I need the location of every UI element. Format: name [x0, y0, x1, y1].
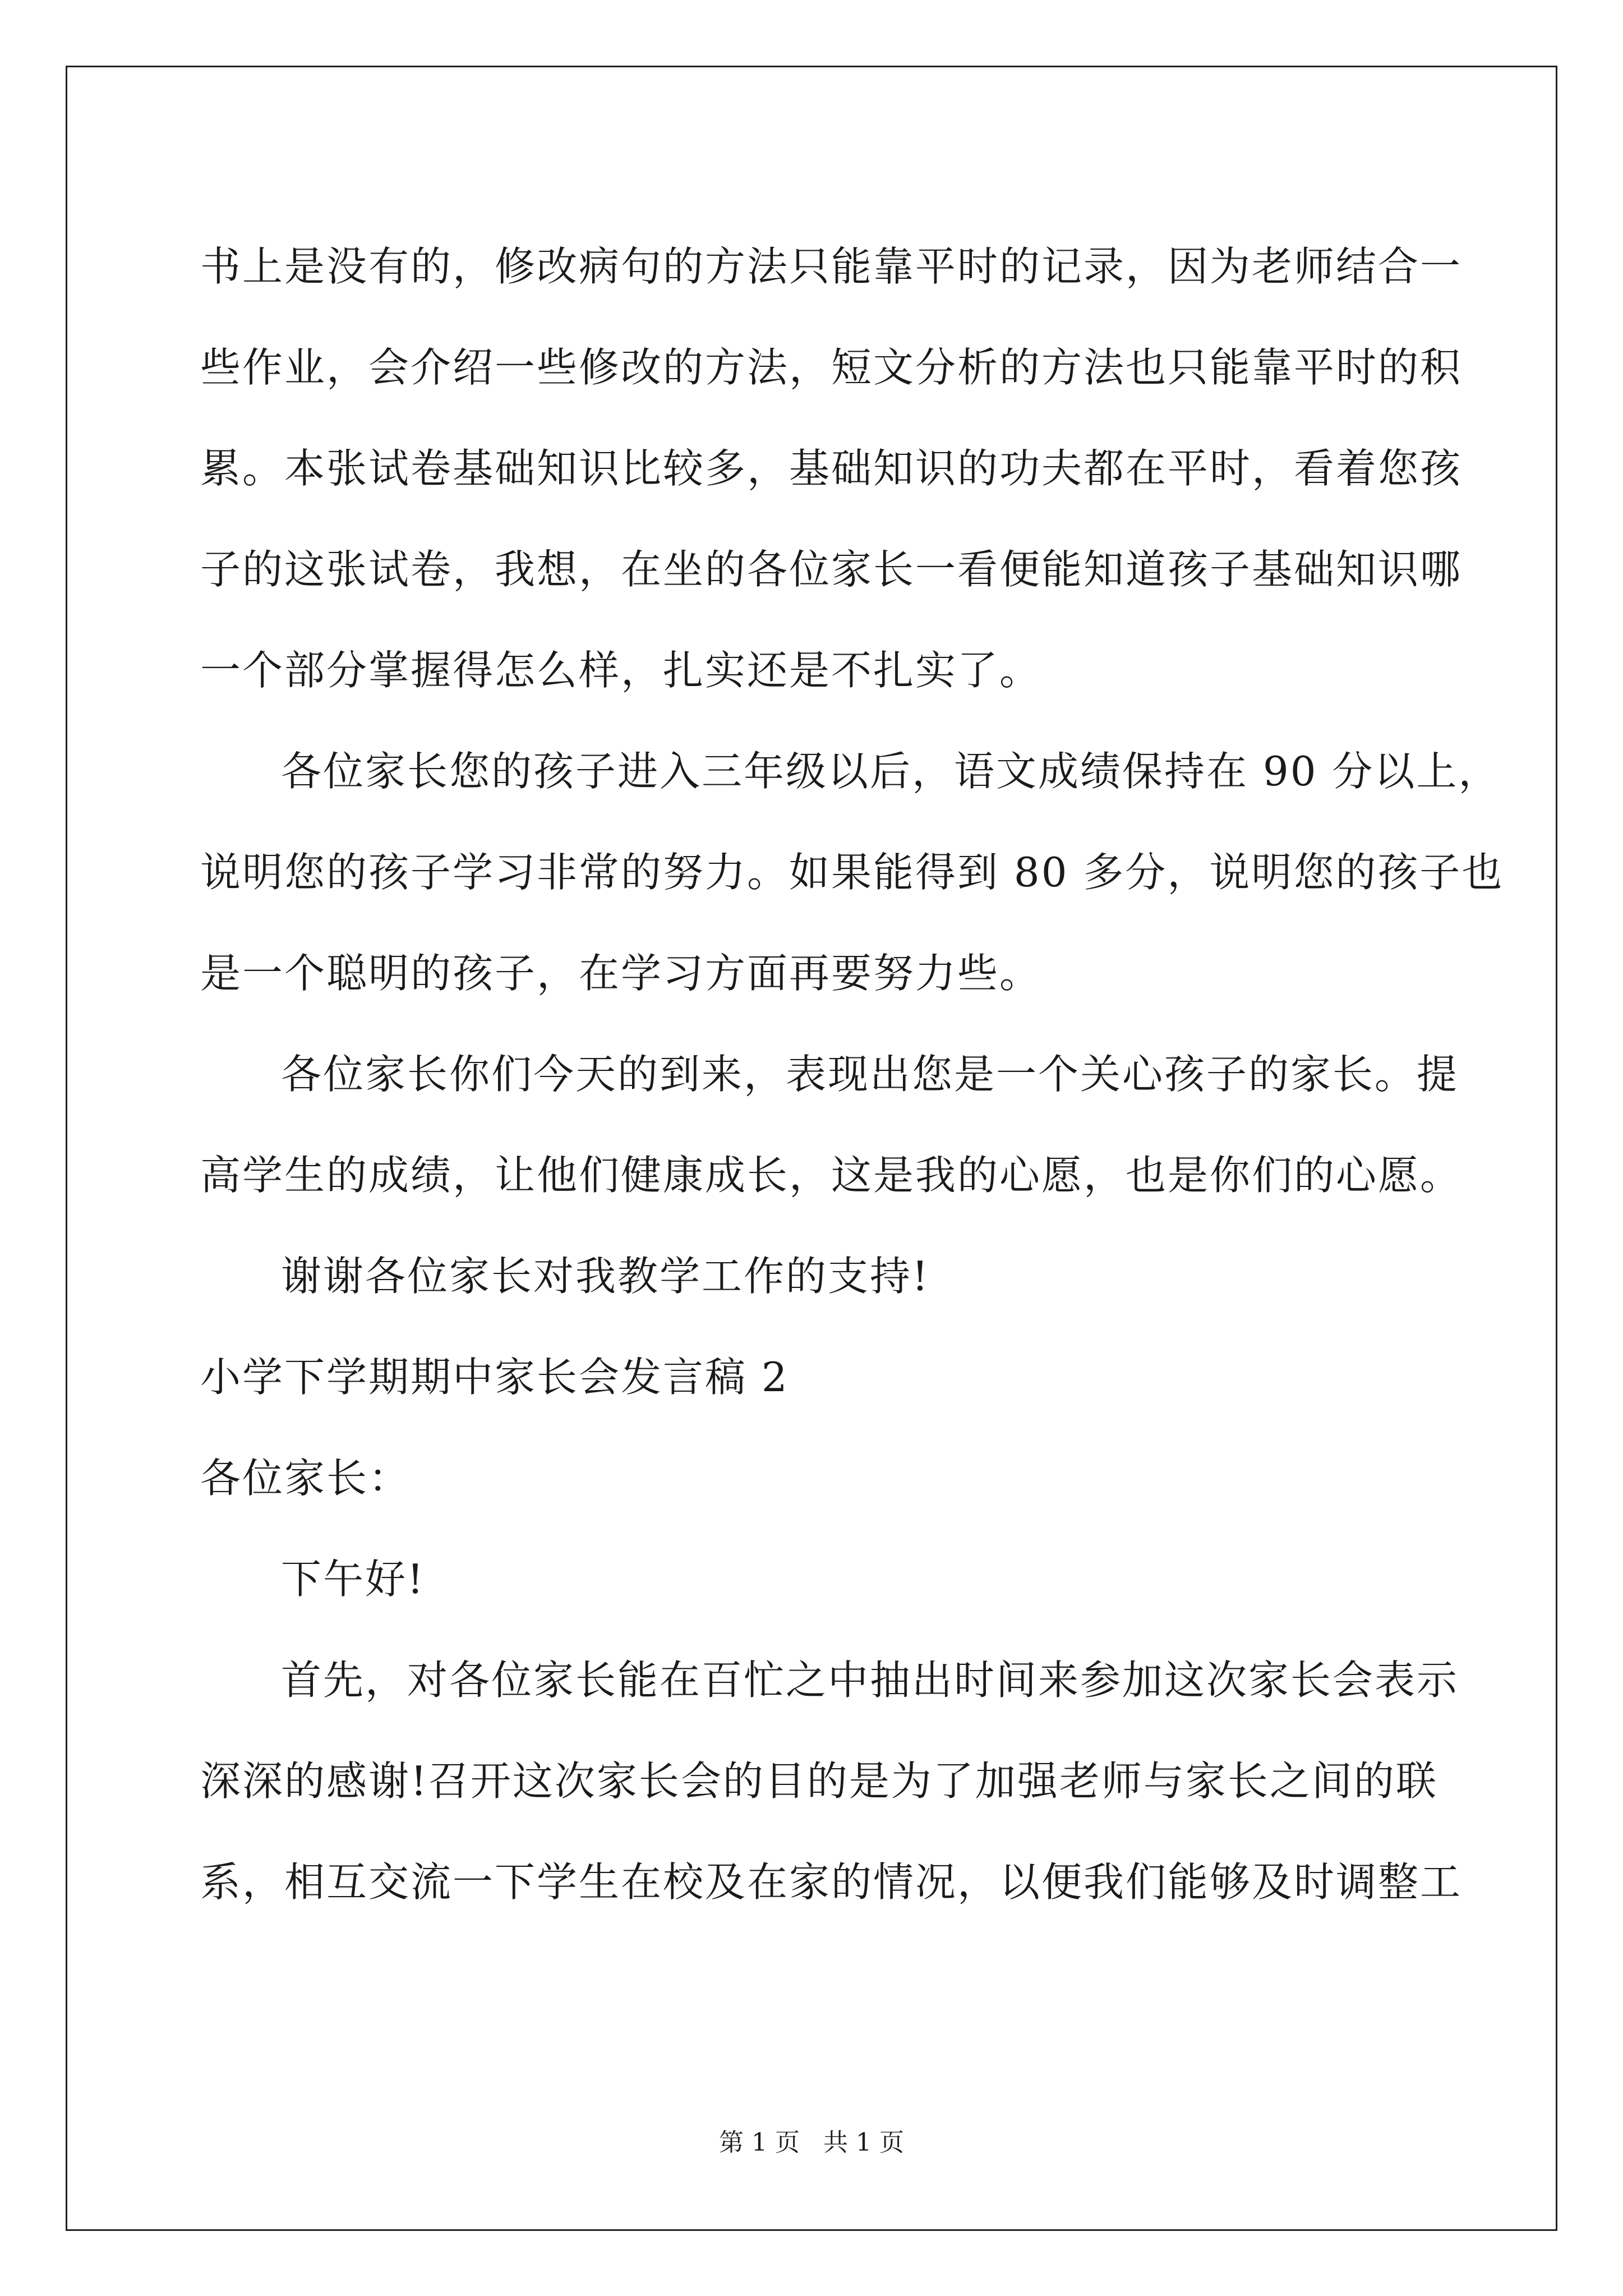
body-line: 高学生的成绩，让他们健康成长，这是我的心愿，也是你们的心愿。 [200, 1152, 1463, 1199]
body-line: 子的这张试卷，我想，在坐的各位家长一看便能知道孩子基础知识哪 [200, 546, 1463, 593]
body-line: 系，相互交流一下学生在校及在家的情况，以便我们能够及时调整工 [200, 1858, 1463, 1906]
greeting: 下午好! [281, 1556, 425, 1603]
closing-line: 谢谢各位家长对我教学工作的支持! [281, 1253, 930, 1300]
document-body [200, 216, 1504, 1932]
body-line: 是一个聪明的孩子，在学习方面再要努力些。 [200, 950, 1042, 997]
body-line: 些作业，会介绍一些修改的方法，短文分析的方法也只能靠平时的积 [200, 344, 1463, 391]
body-line: 深深的感谢!召开这次家长会的目的是为了加强老师与家长之间的联 [200, 1757, 1438, 1805]
body-line: 一个部分掌握得怎么样，扎实还是不扎实了。 [200, 647, 1042, 694]
section-title: 小学下学期期中家长会发言稿 2 [200, 1354, 789, 1401]
page-footer: 第 1 页 共 1 页 [719, 2128, 904, 2157]
paragraph-start-line: 各位家长您的孩子进入三年级以后，语文成绩保持在 90 分以上， [281, 748, 1501, 795]
paragraph-start-line: 各位家长你们今天的到来，表现出您是一个关心孩子的家长。提 [281, 1051, 1459, 1098]
body-line: 说明您的孩子学习非常的努力。如果能得到 80 多分，说明您的孩子也 [200, 849, 1504, 896]
body-line: 累。本张试卷基础知识比较多，基础知识的功夫都在平时，看着您孩 [200, 445, 1463, 492]
body-line: 书上是没有的，修改病句的方法只能靠平时的记录，因为老师结合一 [200, 243, 1463, 290]
salutation: 各位家长： [200, 1455, 411, 1502]
paragraph-start-line: 首先，对各位家长能在百忙之中抽出时间来参加这次家长会表示 [281, 1657, 1459, 1704]
